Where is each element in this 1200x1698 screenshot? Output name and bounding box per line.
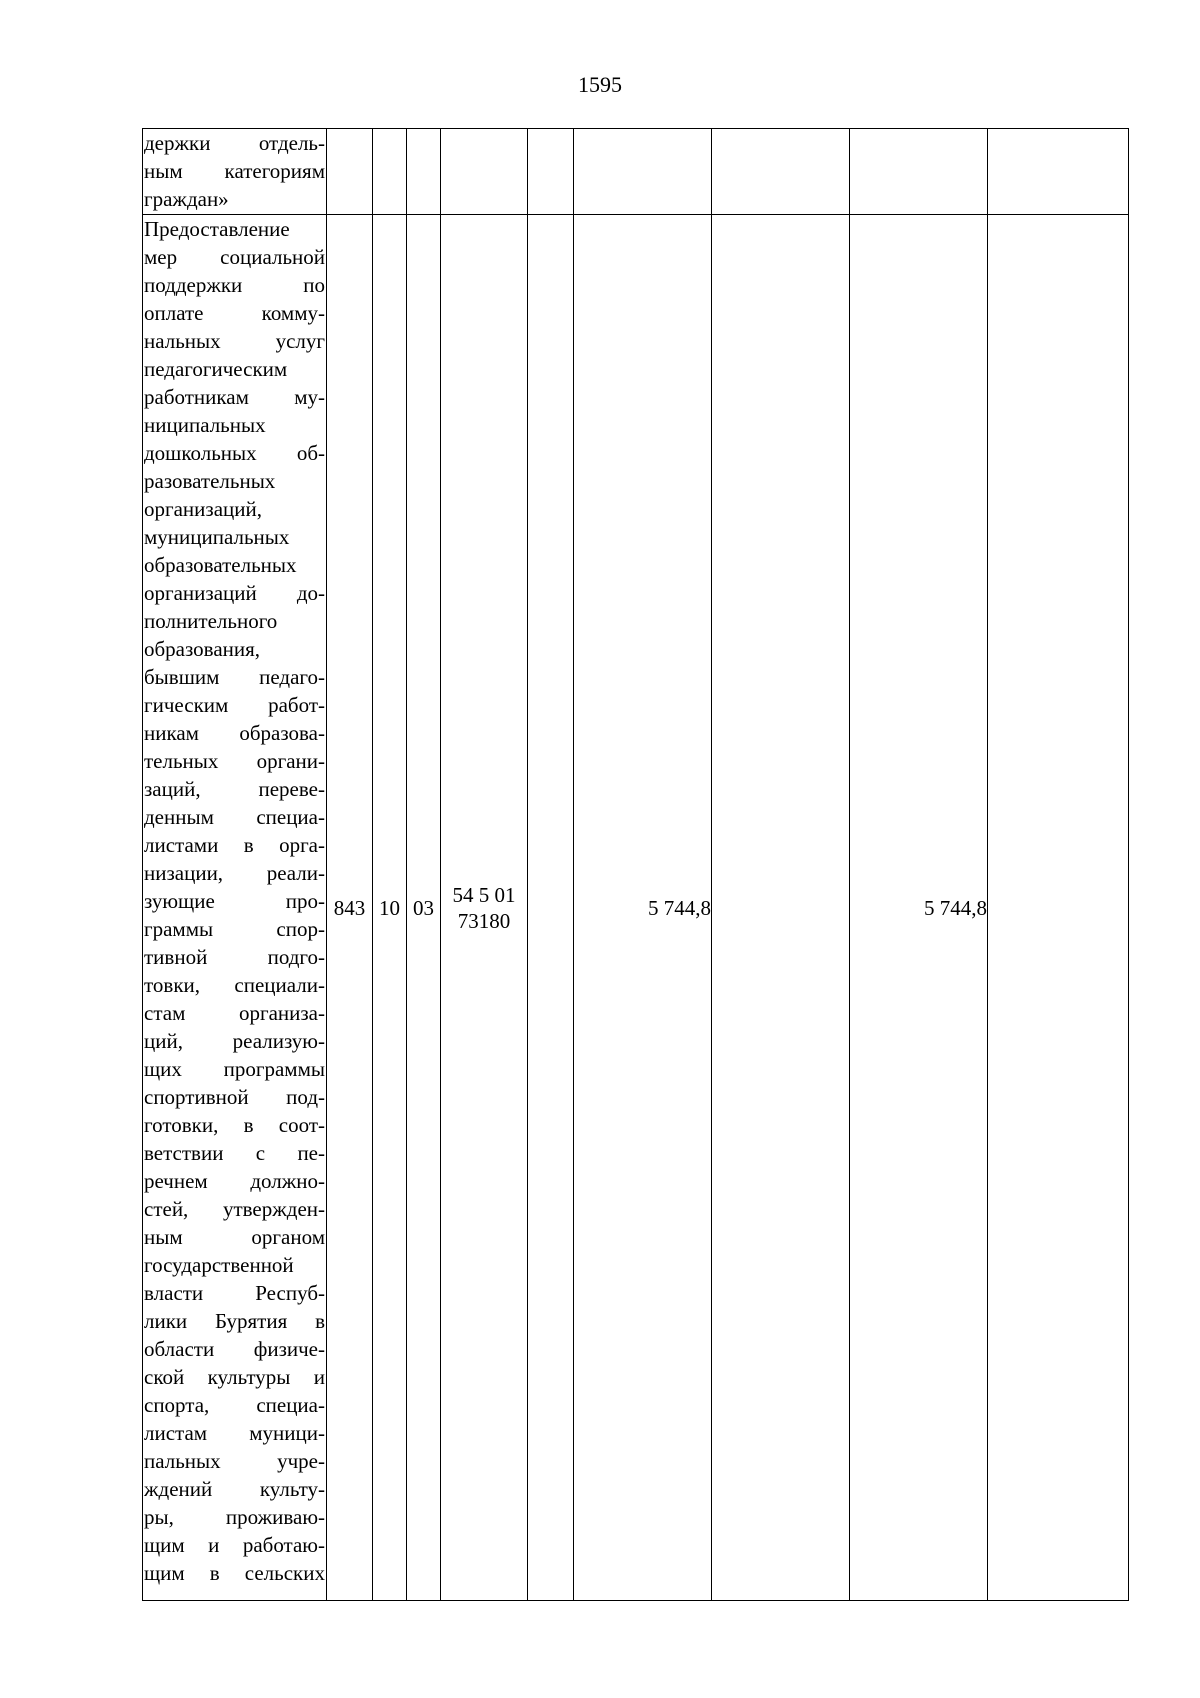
description-line: речнем должно- xyxy=(144,1169,325,1193)
description-line: гическим работ- xyxy=(144,693,325,717)
description-line: щих программы xyxy=(144,1057,325,1081)
description-line: щим в сельских xyxy=(144,1561,325,1585)
amount-4-cell xyxy=(988,129,1129,215)
description-line: образовательных xyxy=(144,553,297,577)
description-line: Предоставление xyxy=(144,217,290,241)
expense-type-cell xyxy=(528,215,574,1601)
description-line: заций, переве- xyxy=(144,777,325,801)
description-line: дошкольных об- xyxy=(144,441,325,465)
amount-4-cell xyxy=(988,215,1129,1601)
description-line: лики Бурятия в xyxy=(144,1309,325,1333)
description-line: товки, специали- xyxy=(144,973,325,997)
description-line: области физиче- xyxy=(144,1337,325,1361)
description-line: ниципальных xyxy=(144,413,266,437)
description-line: спорта, специа- xyxy=(144,1393,325,1417)
table-row xyxy=(143,129,1129,215)
section-cell: 10 xyxy=(373,215,407,1601)
amount-3-cell xyxy=(850,129,988,215)
subsection-cell xyxy=(407,129,441,215)
description-line: ветствии с пе- xyxy=(144,1141,325,1165)
description-line: денным специа- xyxy=(144,805,325,829)
amount-3-cell: 5 744,8 xyxy=(850,215,988,1601)
description-line: щим и работаю- xyxy=(144,1533,325,1557)
description-line: разовательных xyxy=(144,469,276,493)
description-line: готовки, в соот- xyxy=(144,1113,325,1137)
description-line: ры, проживаю- xyxy=(144,1505,325,1529)
description-line: тельных органи- xyxy=(144,749,325,773)
description-line: пальных учре- xyxy=(144,1449,325,1473)
section-cell xyxy=(373,129,407,215)
description-line: поддержки по xyxy=(144,273,325,297)
row-description xyxy=(143,215,327,1601)
description-line: муниципальных xyxy=(144,525,290,549)
description-line: полнительного xyxy=(144,609,278,633)
description-line: ской культуры и xyxy=(144,1365,325,1389)
description-line: образования, xyxy=(144,637,261,661)
table-row xyxy=(143,215,1129,1601)
amount-1-cell: 5 744,8 xyxy=(574,215,712,1601)
description-line: листам муници- xyxy=(144,1421,325,1445)
description-line: нальных услуг xyxy=(144,329,325,353)
description-line: организаций до- xyxy=(144,581,325,605)
description-line: педагогическим xyxy=(144,357,288,381)
row-description xyxy=(143,129,327,215)
description-line: бывшим педаго- xyxy=(144,665,325,689)
description-line: листами в орга- xyxy=(144,833,325,857)
budget-table xyxy=(142,128,1129,1601)
ministry-cell: 843 xyxy=(327,215,373,1601)
amount-2-cell xyxy=(712,215,850,1601)
page-number: 1595 xyxy=(578,72,622,97)
description-line: работникам му- xyxy=(144,385,325,409)
subsection-cell: 03 xyxy=(407,215,441,1601)
description-line: низации, реали- xyxy=(144,861,325,885)
expense-type-cell xyxy=(528,129,574,215)
target-article-cell xyxy=(441,129,528,215)
description-line: ций, реализую- xyxy=(144,1029,325,1053)
target-article-line: 73180 xyxy=(457,908,511,933)
description-line: организаций, xyxy=(144,497,262,521)
description-line: ным органом xyxy=(144,1225,325,1249)
description-line: стей, утвержден- xyxy=(144,1197,325,1221)
description-line: власти Респуб- xyxy=(144,1281,325,1305)
description-line: государственной xyxy=(144,1253,294,1277)
description-line: зующие про- xyxy=(144,889,325,913)
ministry-cell xyxy=(327,129,373,215)
description-line: граждан» xyxy=(144,187,229,211)
amount-2-cell xyxy=(712,129,850,215)
target-article-cell xyxy=(441,215,528,1601)
description-line: тивной подго- xyxy=(144,945,325,969)
description-line: держки отдель- xyxy=(144,131,325,155)
description-line: стам организа- xyxy=(144,1001,325,1025)
description-line: мер социальной xyxy=(144,245,325,269)
description-line: оплате комму- xyxy=(144,301,325,325)
description-line: никам образова- xyxy=(144,721,325,745)
description-line: спортивной под- xyxy=(144,1085,325,1109)
description-line: граммы спор- xyxy=(144,917,325,941)
description-line: ждений культу- xyxy=(144,1477,325,1501)
description-line: ным категориям xyxy=(144,159,325,183)
amount-1-cell xyxy=(574,129,712,215)
target-article-line: 54 5 01 xyxy=(452,882,516,907)
